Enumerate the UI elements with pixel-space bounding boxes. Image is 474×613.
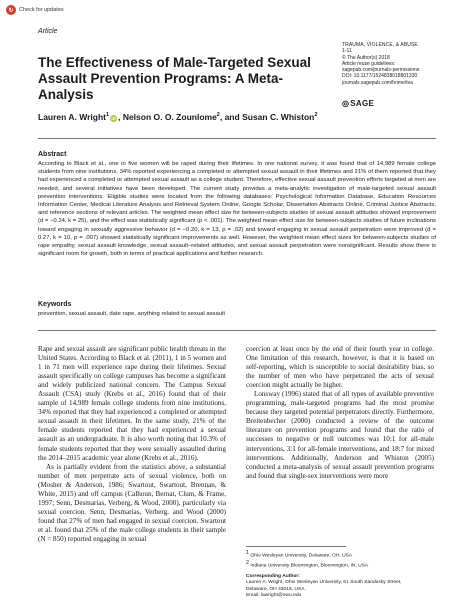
abstract-rule bbox=[38, 330, 436, 331]
author-list bbox=[38, 112, 418, 122]
corresponding-heading: Corresponding Author: bbox=[246, 574, 300, 579]
check-for-updates-badge[interactable] bbox=[6, 4, 64, 16]
journal-copyright: © The Author(s) 2018 bbox=[342, 54, 390, 61]
abstract-heading: Abstract bbox=[38, 151, 67, 158]
sage-ring-icon: ◎ bbox=[342, 99, 350, 108]
affiliation-sup: 2 bbox=[246, 560, 250, 567]
body-paragraph: Rape and sexual assault are significant public health threats in the United States. According to Black et al. (2011), 1 in 5 women and 1 in 71 men will experience rape during their lifetimes. Sexual assault specifically on college campuses has become a significant and widely publicized national concern. The Campus Sexual Assault (CSA) study (Krebs et al., 2016) found that of their sample of 14,989 female college students from nine institutions, 34% reported that they had experienced a completed or attempted sexual assault in their lifetimes. In the same study, 21% of the female students reported that they had experienced a sexual assault as an undergraduate. It is also worth noting that 10.3% of female students reported that they were sexually assaulted during the 2014–2015 academic year alone (Krebs et al., 2016). bbox=[38, 345, 226, 462]
body-paragraph: As is partially evident from the statistics above, a substantial number of men perpetrate acts of sexual violence, both on (Mosher & Anderson, 1986; Swartout, Swartout, Brennan, & White, 2015) and off campus (Calhoun, Bernat, Clum, & Frame, 1997; Senn, Desmarias, Verberg, & Wood, 2000), particularly via sexual coercion. Senn, Desmarias, Verberg, and Wood (2000) found that 27% of men had engaged in sexual coercion. Swartout et al. found that 25% of the male college students in their sample (N = 850) reported engaging in sexual bbox=[38, 462, 226, 543]
keywords-text: prevention, sexual assault, date rape, anything related to sexual assault bbox=[38, 311, 225, 317]
affiliation-text: Ohio Wesleyan University, Delaware, OH, USA bbox=[250, 553, 353, 559]
author-separator: , and bbox=[219, 112, 240, 122]
affiliation-item bbox=[246, 560, 436, 570]
corresponding-address: Lauren A. Wright, Ohio Wesleyan University, 61 South Sandusky Street, bbox=[246, 580, 402, 586]
author-affil-sup: 2 bbox=[216, 112, 220, 119]
body-paragraph: coercion at least once by the end of their fourth year in college. One limitation of this research, however, is that it is based on self-reporting, which is susceptible to social desirability bias, so the number of men who have perpetrated the acts of sexual coercion might actually be higher. bbox=[246, 345, 434, 390]
author-affil-sup: 2 bbox=[314, 112, 318, 119]
footnote-rule bbox=[246, 546, 346, 547]
keywords-heading: Keywords bbox=[38, 301, 72, 308]
corresponding-address: Delaware, OH 43015, USA. bbox=[246, 586, 306, 592]
article-title: The Effectiveness of Male-Targeted Sexual Assault Prevention Programs: A Meta-Analysis bbox=[38, 55, 311, 102]
affiliation-sup: 1 bbox=[246, 550, 250, 556]
corresponding-author bbox=[246, 574, 436, 600]
affiliation-text: Indiana University Bloomington, Bloomington, IN, USA bbox=[250, 563, 369, 569]
orcid-icon[interactable]: iD bbox=[111, 116, 116, 121]
abstract-text: According to Black et al., one in five women will be raped during their lifetimes. In one national survey, it was found that of 14,989 female college students from nine institutions, 34% reported experiencing a completed or attempted sexual assault in their lifetimes and 21% of them reported that they had experienced a completed or attempted sexual assault as a college student. Therefore, effective sexual assault prevention efforts targeted at men are needed, and several initiatives have been developed. The current study provides a meta-analytic investigation of male-targeted sexual assault prevention interventions. Eligible studies were located from the following databases: Psychological Information Database, Education Resources Information Center, Medical Literature Analysis and Retrieval System Online, Google Scholar, Dissertation Abstracts Online, Criminal Justice Abstracts, and reference sections of relevant articles. The weighted mean effect size for between-subjects studies of sexual assault attitudes showed improvement (d = −0.24, k = 25), and the effect was statistically significant (p < .001). The weighted mean effect size for between-subjects studies of future inclinations toward engaging in sexually aggressive behavior (d = −0.20, k = 13, p = .02) and toward engaging in sexual assault perpetration were improved (d = 0.27, k = 10, p = .007) showed statistically significant improvements as well. However, the weighted mean effect sizes for between-subjects studies of rape empathy, sexual assault knowledge, sexual assault–related attitudes, and sexual assault perpetration were nonsignificant. Results show there is significant room for growth, both in terms of practical applications and further research. bbox=[38, 161, 436, 258]
publisher-name: SAGE bbox=[350, 99, 375, 108]
journal-name: TRAUMA, VIOLENCE, & ABUSE bbox=[342, 42, 418, 48]
header-rule bbox=[38, 138, 436, 139]
journal-site[interactable]: journals.sagepub.com/home/tva bbox=[342, 79, 413, 86]
affiliations bbox=[246, 550, 436, 570]
author-affil-sup: 1 bbox=[106, 112, 110, 119]
body-paragraph: Lonsway (1996) stated that of all types of available preventive programming, male-targeted programs had the most promise because they targeted potential perpetrators directly. Furthermore, Breitenbecher (2000) conducted a review of the outcome literature on prevention programs and found that the ratio of successes to negative or null outcomes was 10:1 for all-male interventions, 3:1 for all-female interventions, and 18:7 for mixed interventions. Additionally, Anderson and Whiston (2005) conducted a meta-analysis of sexual assault prevention programs and found that single-sex interventions were more bbox=[246, 390, 434, 480]
journal-info bbox=[342, 42, 452, 86]
author-name: Susan C. Whiston bbox=[242, 112, 315, 122]
journal-pages: 1-11 bbox=[342, 48, 352, 55]
body-column-right bbox=[246, 345, 434, 481]
affiliation-item bbox=[246, 550, 436, 560]
article-type: Article bbox=[38, 28, 58, 35]
journal-reuse: Article reuse guidelines: bbox=[342, 60, 396, 67]
check-updates-label: Check for updates bbox=[19, 7, 64, 13]
author-name: Nelson O. O. Zounlome bbox=[122, 112, 217, 122]
author-separator: , bbox=[118, 112, 121, 122]
refresh-icon: ↻ bbox=[6, 5, 16, 15]
publisher-logo bbox=[342, 99, 374, 108]
journal-doi[interactable]: DOI: 10.1177/1524838018801330 bbox=[342, 73, 418, 80]
corresponding-email[interactable]: Email: lawright@owu.edu bbox=[246, 593, 302, 599]
body-column-left bbox=[38, 345, 226, 544]
journal-reuse-url[interactable]: sagepub.com/journals-permissions bbox=[342, 67, 420, 74]
author-name: Lauren A. Wright bbox=[38, 112, 106, 122]
